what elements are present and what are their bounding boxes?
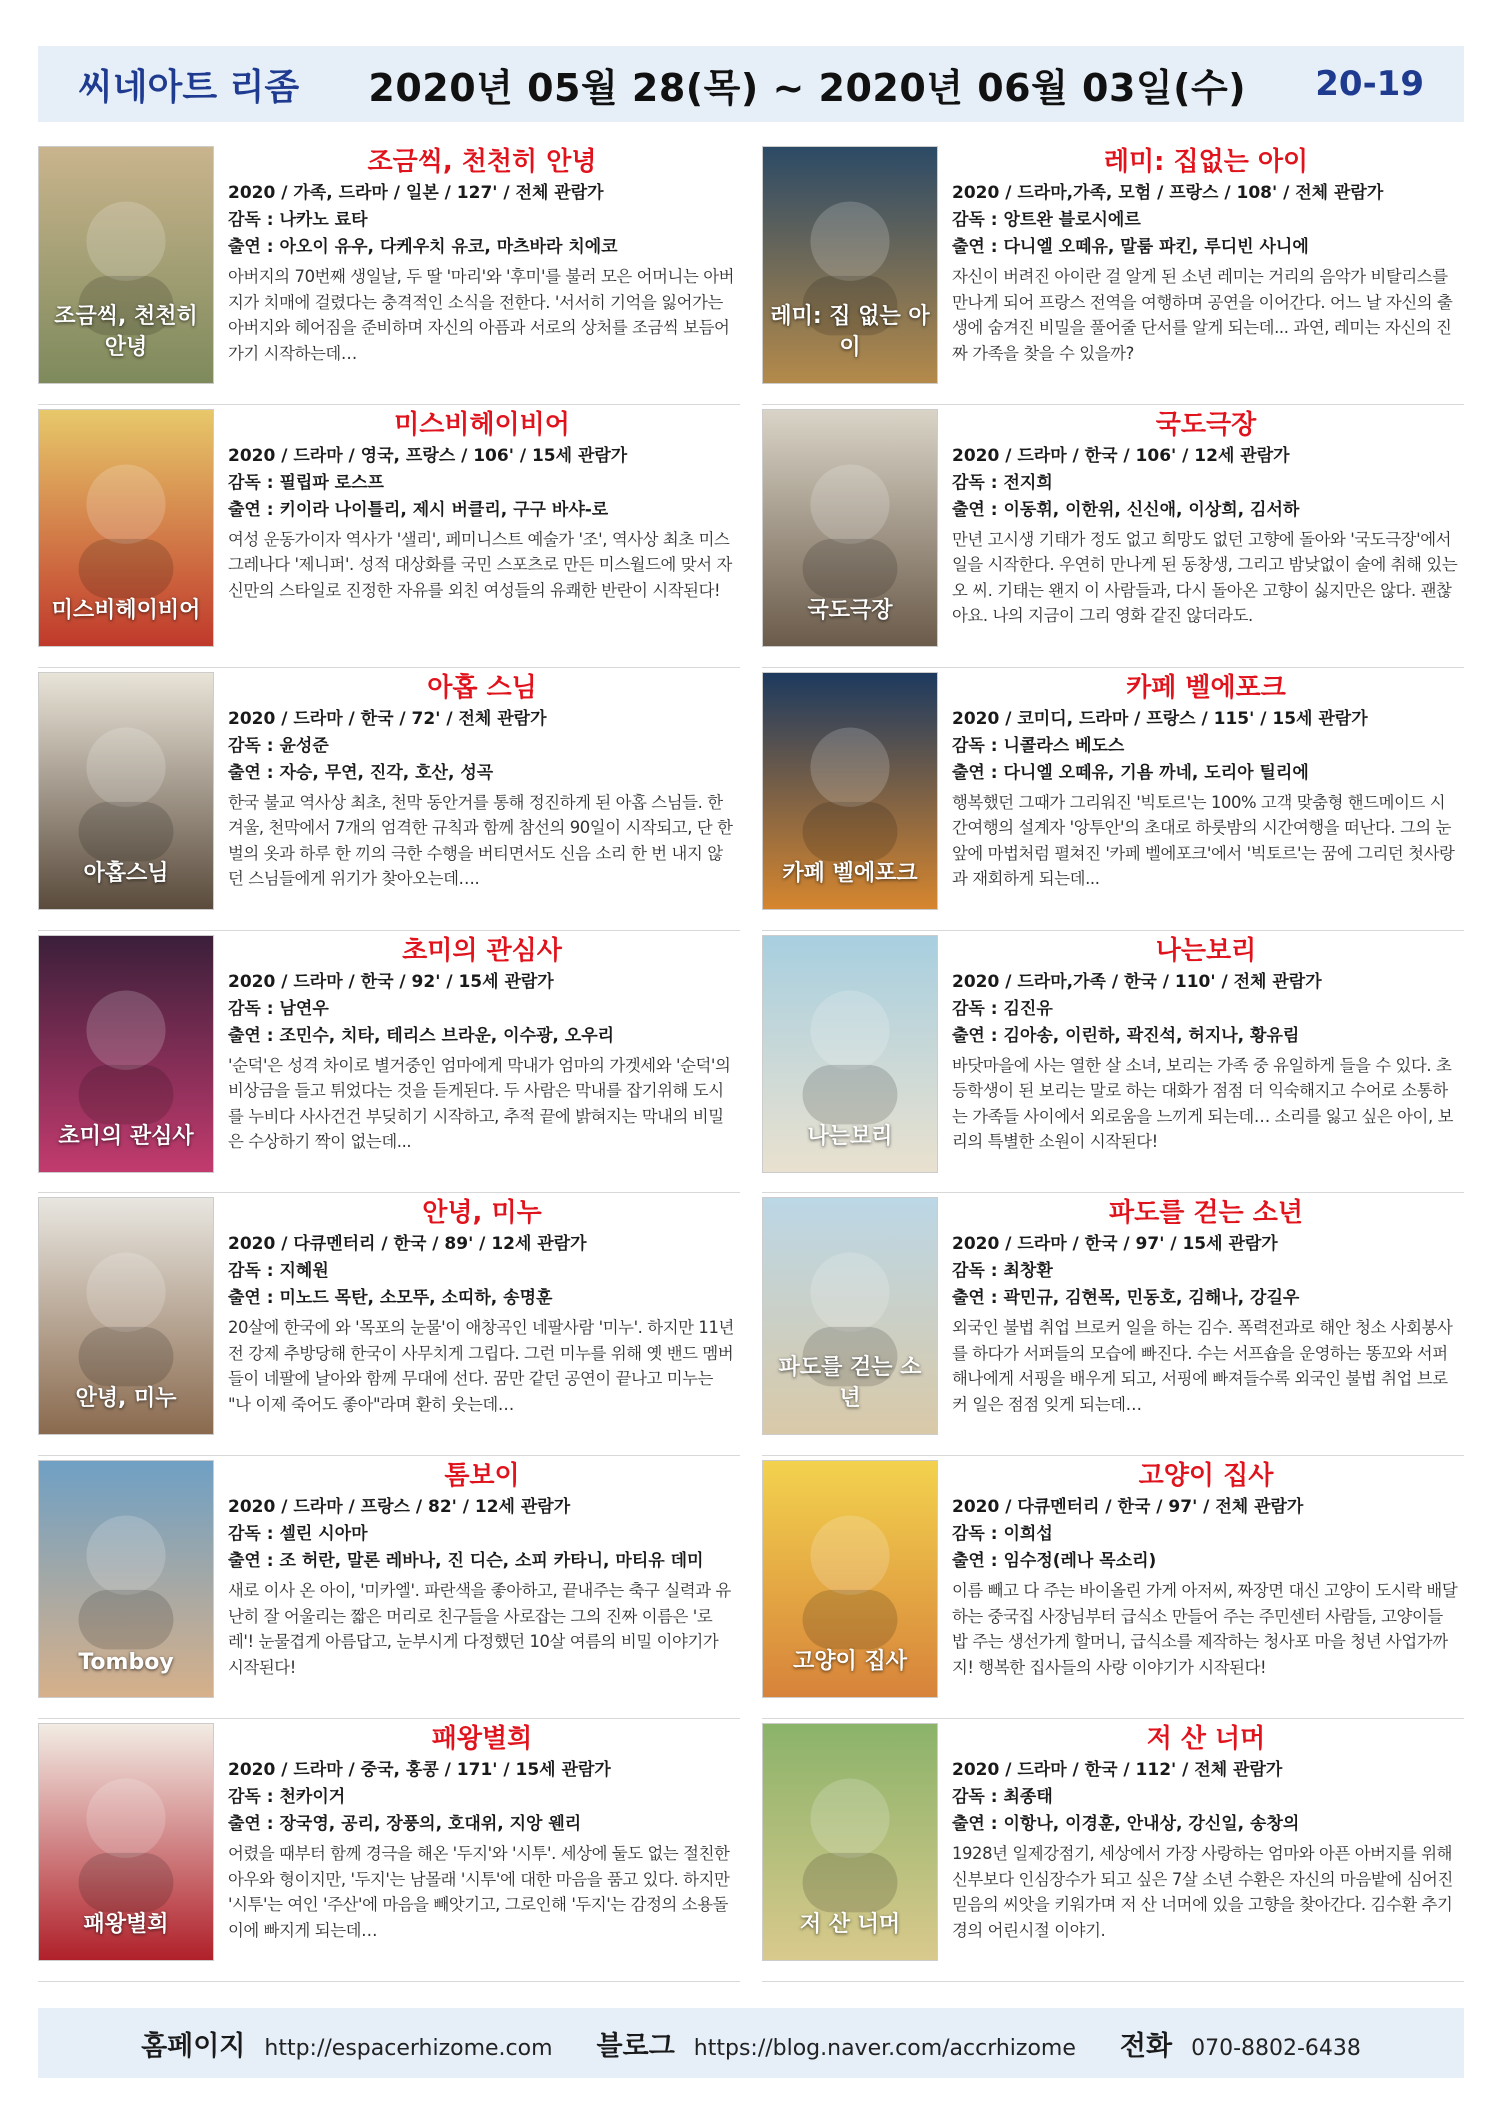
movie-card xyxy=(38,1460,740,1723)
movie-poster xyxy=(762,1723,938,1961)
movie-director: 감독 : 앙트완 블로시에르 xyxy=(952,210,1141,230)
movie-director: 감독 : 김진유 xyxy=(952,998,1053,1019)
poster-title: 조금씩, 천천히 안녕 xyxy=(54,304,198,360)
movie-synopsis: 20살에 한국에 와 '목포의 눈물'이 애창곡인 네팔사람 '미누'. 하지만 11년 전 강제 추방당해 한국이 사무치게 그립다. 그런 미누를 위해 옛 밴드 멤버들이 네팔에 날아와 함께 무대에 선다. 꿈만 같던 공연이 끝나고 미누는 "나 이제 죽어도 좋아"라며 환히 웃는데… xyxy=(228,1318,734,1414)
movie-cast: 출연 : 미노드 목탄, 소모뚜, 소띠하, 송명훈 xyxy=(228,1288,553,1309)
movie-synopsis: '순덕'은 성격 차이로 별거중인 엄마에게 막내가 엄마의 가겟세와 '순덕'의 비상금을 들고 튀었다는 것을 듣게된다. 두 사람은 막내를 잡기위해 도시를 누비다 사사건건 부딪히기 시작하고, 추적 끝에 밝혀지는 막내의 비밀은 수상하기 짝이 없는데... xyxy=(228,1055,731,1152)
movie-synopsis: 1928년 일제강점기, 세상에서 가장 사랑하는 엄마와 아픈 아버지를 위해 신부보다 인심장수가 되고 싶은 7살 소년 수환은 자신의 마음밭에 심어진 믿음의 씨앗을 키워가며 저 산 너머에 있을 고향을 찾아간다. 김수환 추기경의 어린시절 이야기. xyxy=(952,1844,1453,1940)
movie-director: 감독 : 최창환 xyxy=(952,1261,1053,1282)
movie-poster xyxy=(38,1723,214,1961)
movie-poster xyxy=(762,935,938,1173)
movie-cast: 출연 : 장국영, 공리, 장풍의, 호대위, 지앙 웬리 xyxy=(228,1814,582,1835)
movie-meta: 2020 / 드라마 / 한국 / 106' / 12세 관람가 xyxy=(952,445,1290,466)
movie-title: 카페 벨에포크 xyxy=(1126,672,1286,703)
movie-card xyxy=(762,672,1464,935)
movie-card xyxy=(38,1197,740,1460)
movie-meta: 2020 / 드라마 / 한국 / 97' / 15세 관람가 xyxy=(952,1234,1278,1255)
movie-poster xyxy=(38,1197,214,1435)
movie-card xyxy=(762,409,1464,672)
movie-grid xyxy=(38,146,1464,1986)
movie-synopsis: 이름 빼고 다 주는 바이올린 가게 아저씨, 짜장면 대신 고양이 도시락 배달하는 중국집 사장님부터 급식소 만들어 주는 주민센터 사람들, 고양이들 밥 주는 생선가게 할머니, 급식소를 제작하는 청사포 마을 청년 사업가까지! 행복한 집사들의 사랑 이야기가 시작된다! xyxy=(952,1581,1458,1677)
movie-poster xyxy=(38,672,214,910)
movie-director: 감독 : 천카이거 xyxy=(228,1787,346,1808)
theater-name: 씨네아트 리좀 xyxy=(78,66,300,108)
phone-label: 전화 xyxy=(1119,2030,1173,2062)
movie-cast: 출연 : 자승, 무연, 진각, 호산, 성곡 xyxy=(228,762,494,783)
poster-title: 나는보리 xyxy=(807,1123,893,1149)
movie-director: 감독 : 필립파 로스프 xyxy=(228,472,384,493)
movie-cast: 출연 : 아오이 유우, 다케우치 유코, 마츠바라 치에코 xyxy=(228,237,618,257)
movie-poster xyxy=(38,935,214,1173)
movie-meta: 2020 / 드라마 / 중국, 홍콩 / 171' / 15세 관람가 xyxy=(228,1760,611,1781)
movie-meta: 2020 / 다큐멘터리 / 한국 / 97' / 전체 관람가 xyxy=(952,1497,1304,1518)
movie-poster xyxy=(762,672,938,910)
movie-poster xyxy=(762,1197,938,1435)
movie-card xyxy=(762,1197,1464,1460)
movie-meta: 2020 / 코미디, 드라마 / 프랑스 / 115' / 15세 관람가 xyxy=(952,708,1368,729)
movie-director: 감독 : 남연우 xyxy=(228,998,329,1019)
movie-director: 감독 : 지혜원 xyxy=(228,1261,329,1282)
movie-info xyxy=(214,672,740,927)
movie-card xyxy=(38,935,740,1198)
issue-number: 20-19 xyxy=(1315,64,1424,104)
movie-card xyxy=(762,1460,1464,1723)
movie-synopsis: 여성 운동가이자 역사가 '샐리', 페미니스트 예술가 '조', 역사상 최초 미스 그레나다 '제니퍼'. 성적 대상화를 국민 스포츠로 만든 미스월드에 맞서 자신만의 스타일로 진정한 자유를 외친 여성들의 유쾌한 반란이 시작된다! xyxy=(228,529,732,600)
poster-title: 초미의 관심사 xyxy=(58,1123,194,1149)
poster-title: 안녕, 미누 xyxy=(75,1386,177,1412)
movie-card xyxy=(38,1723,740,1986)
movie-title: 안녕, 미누 xyxy=(422,1198,542,1229)
movie-synopsis: 새로 이사 온 아이, '미카엘'. 파란색을 좋아하고, 끝내주는 축구 실력과 유난히 잘 어울리는 짧은 머리로 친구들을 사로잡는 그의 진짜 이름은 '로레'! 눈물겹게 아름답고, 눈부시게 다정했던 10살 여름의 비밀 이야기가 시작된다! xyxy=(228,1581,731,1677)
poster-title: Tomboy xyxy=(78,1650,174,1676)
footer-homepage xyxy=(141,2024,552,2063)
movie-info xyxy=(938,672,1464,927)
movie-cast: 출연 : 키이라 나이틀리, 제시 버클리, 구구 바샤-로 xyxy=(228,499,609,520)
footer-blog xyxy=(597,2024,1076,2063)
movie-meta: 2020 / 드라마 / 영국, 프랑스 / 106' / 15세 관람가 xyxy=(228,445,628,466)
poster-title: 저 산 너머 xyxy=(799,1912,901,1938)
movie-synopsis: 한국 불교 역사상 최초, 천막 동안거를 통해 정진하게 된 아홉 스님들. 한겨울, 천막에서 7개의 엄격한 규칙과 함께 참선의 90일이 시작되고, 단 한 벌의 옷과 하루 한 끼의 극한 수행을 버티면서도 신음 소리 한 번 내지 않던 스님들에게 위기가 찾아오는데…. xyxy=(228,792,733,889)
movie-card xyxy=(762,935,1464,1198)
movie-synopsis: 행복했던 그때가 그리워진 '빅토르'는 100% 고객 맞춤형 핸드메이드 시간여행의 설계자 '앙투안'의 초대로 하룻밤의 시간여행을 떠난다. 그의 눈 앞에 마법처럼 펼쳐진 '카페 벨에포크'에서 '빅토르'는 꿈에 그리던 첫사랑과 재회하게 되는데... xyxy=(952,792,1455,889)
movie-info xyxy=(214,1460,740,1715)
poster-title: 패왕별희 xyxy=(83,1912,169,1938)
poster-title: 카페 벨에포크 xyxy=(782,860,918,886)
blog-link[interactable]: https://blog.naver.com/accrhizome xyxy=(693,2035,1076,2061)
movie-title: 패왕별희 xyxy=(431,1724,533,1755)
homepage-link[interactable]: http://espacerhizome.com xyxy=(264,2035,553,2061)
movie-info xyxy=(214,409,740,664)
movie-title: 저 산 너머 xyxy=(1146,1724,1266,1755)
schedule-dates: 2020년 05월 28(목) ~ 2020년 06월 03일(수) xyxy=(368,65,1247,110)
movie-info xyxy=(214,146,740,401)
poster-title: 레미: 집 없는 아이 xyxy=(770,304,930,360)
movie-cast: 출연 : 이동휘, 이한위, 신신애, 이상희, 김서하 xyxy=(952,499,1300,520)
movie-info xyxy=(938,409,1464,664)
movie-meta: 2020 / 드라마 / 프랑스 / 82' / 12세 관람가 xyxy=(228,1497,571,1518)
movie-director: 감독 : 전지희 xyxy=(952,472,1053,493)
movie-title: 톰보이 xyxy=(444,1461,520,1492)
movie-meta: 2020 / 드라마,가족, 모험 / 프랑스 / 108' / 전체 관람가 xyxy=(952,183,1384,203)
movie-title: 국도극장 xyxy=(1155,409,1257,440)
movie-meta: 2020 / 드라마 / 한국 / 92' / 15세 관람가 xyxy=(228,971,554,992)
movie-poster xyxy=(38,1460,214,1698)
movie-title: 초미의 관심사 xyxy=(402,935,562,966)
movie-info xyxy=(938,935,1464,1190)
movie-poster xyxy=(762,409,938,647)
movie-cast: 출연 : 곽민규, 김현목, 민동호, 김해나, 강길우 xyxy=(952,1288,1300,1309)
movie-meta: 2020 / 다큐멘터리 / 한국 / 89' / 12세 관람가 xyxy=(228,1234,587,1255)
movie-info xyxy=(938,1460,1464,1715)
movie-poster xyxy=(762,146,938,384)
poster-title: 파도를 걷는 소년 xyxy=(778,1355,922,1412)
phone-number: 070-8802-6438 xyxy=(1191,2035,1361,2061)
movie-info xyxy=(214,1723,740,1978)
movie-info xyxy=(938,1197,1464,1452)
movie-synopsis: 아버지의 70번째 생일날, 두 딸 '마리'와 '후미'를 불러 모은 어머니는 아버지가 치매에 걸렸다는 충격적인 소식을 전한다. '서서히 기억을 잃어가는 아버지와 헤어짐을 준비하며 자신의 아픔과 서로의 상처를 조금씩 보듬어가기 시작하는데… xyxy=(228,267,735,363)
movie-card xyxy=(762,1723,1464,1986)
poster-title: 아홉스님 xyxy=(83,860,169,886)
movie-synopsis: 만년 고시생 기태가 정도 없고 희망도 없던 고향에 돌아와 '국도극장'에서 일을 시작한다. 우연히 만나게 된 동창생, 그리고 밤낮없이 술에 취해 있는 오 씨. 기태는 왠지 이 사람들과, 다시 돌아온 고향이 싫지만은 않다. 괜찮아요. 나의 지금이 그리 영화 같진 않더라도. xyxy=(952,529,1458,626)
movie-director: 감독 : 나카노 료타 xyxy=(228,210,368,230)
movie-cast: 출연 : 다니엘 오떼유, 말룸 파킨, 루디빈 사니에 xyxy=(952,237,1309,257)
movie-title: 나는보리 xyxy=(1155,935,1257,966)
homepage-label: 홈페이지 xyxy=(141,2030,246,2062)
movie-title: 미스비헤이비어 xyxy=(394,409,570,440)
poster-title: 미스비헤이비어 xyxy=(51,597,201,623)
movie-cast: 출연 : 김아송, 이린하, 곽진석, 허지나, 황유림 xyxy=(952,1025,1300,1046)
movie-info xyxy=(938,1723,1464,1978)
movie-meta: 2020 / 드라마 / 한국 / 112' / 전체 관람가 xyxy=(952,1760,1283,1781)
movie-title: 고양이 집사 xyxy=(1138,1461,1274,1492)
movie-card xyxy=(38,146,740,409)
poster-title: 국도극장 xyxy=(807,597,893,623)
movie-title: 아홉 스님 xyxy=(427,672,537,703)
poster-title: 고양이 집사 xyxy=(793,1649,907,1675)
movie-info xyxy=(214,1197,740,1452)
movie-director: 감독 : 윤성준 xyxy=(228,735,329,756)
movie-card xyxy=(762,146,1464,409)
movie-synopsis: 자신이 버려진 아이란 걸 알게 된 소년 레미는 거리의 음악가 비탈리스를 만나게 되어 프랑스 전역을 여행하며 공연을 이어간다. 어느 날 자신의 출생에 숨겨진 비밀을 풀어줄 단서를 알게 되는데... 과연, 레미는 자신의 진짜 가족을 찾을 수 있을까? xyxy=(952,267,1453,363)
movie-poster xyxy=(762,1460,938,1698)
movie-meta: 2020 / 드라마 / 한국 / 72' / 전체 관람가 xyxy=(228,708,547,729)
movie-director: 감독 : 최종태 xyxy=(952,1787,1053,1808)
movie-info xyxy=(214,935,740,1190)
movie-cast: 출연 : 이항나, 이경훈, 안내상, 강신일, 송창의 xyxy=(952,1814,1300,1835)
movie-synopsis: 어렸을 때부터 함께 경극을 해온 '두지'와 '시투'. 세상에 둘도 없는 절친한 아우와 형이지만, '두지'는 남몰래 '시투'에 대한 마음을 품고 있다. 하지만 '시투'는 여인 '주산'에 마음을 빼앗기고, 그로인해 '두지'는 감정의 소용돌이에 빠지게 되는데… xyxy=(228,1844,730,1940)
movie-poster xyxy=(38,409,214,647)
movie-cast: 출연 : 조민수, 치타, 테리스 브라운, 이수광, 오우리 xyxy=(228,1025,615,1046)
footer-phone xyxy=(1120,2024,1361,2063)
movie-meta: 2020 / 가족, 드라마 / 일본 / 127' / 전체 관람가 xyxy=(228,183,604,203)
movie-title: 파도를 걷는 소년 xyxy=(1109,1198,1303,1229)
movie-cast: 출연 : 임수정(레나 목소리) xyxy=(952,1551,1157,1572)
movie-synopsis: 외국인 불법 취업 브로커 일을 하는 김수. 폭력전과로 해안 청소 사회봉사를 하다가 서퍼들의 모습에 빠진다. 수는 서프숍을 운영하는 똥꼬와 서퍼 해나에게 서핑을 배우게 되고, 서핑에 빠져들수록 외국인 불법 취업 브로커 일은 점점 잊게 되는데… xyxy=(952,1318,1453,1414)
movie-title: 조금씩, 천천히 안녕 xyxy=(367,147,597,177)
blog-label: 블로그 xyxy=(596,2030,675,2062)
movie-director: 감독 : 니콜라스 베도스 xyxy=(952,735,1125,756)
movie-cast: 출연 : 다니엘 오떼유, 기욤 까네, 도리아 틸리에 xyxy=(952,762,1309,783)
header-bar xyxy=(38,46,1464,122)
movie-card xyxy=(38,409,740,672)
movie-card xyxy=(38,672,740,935)
movie-synopsis: 바닷마을에 사는 열한 살 소녀, 보리는 가족 중 유일하게 들을 수 있다. 초등학생이 된 보리는 말로 하는 대화가 점점 더 익숙해지고 수어로 소통하는 가족들 사이에서 외로움을 느끼게 되는데… 소리를 잃고 싶은 아이, 보리의 특별한 소원이 시작된다! xyxy=(952,1055,1454,1152)
movie-cast: 출연 : 조 허란, 말론 레바나, 진 디슨, 소피 카타니, 마티유 데미 xyxy=(228,1551,704,1572)
movie-director: 감독 : 셀린 시아마 xyxy=(228,1524,368,1545)
movie-poster xyxy=(38,146,214,384)
movie-info xyxy=(938,146,1464,401)
movie-director: 감독 : 이희섭 xyxy=(952,1524,1053,1545)
movie-title: 레미: 집없는 아이 xyxy=(1103,147,1309,177)
movie-meta: 2020 / 드라마,가족 / 한국 / 110' / 전체 관람가 xyxy=(952,971,1322,992)
footer-bar xyxy=(38,2008,1464,2078)
